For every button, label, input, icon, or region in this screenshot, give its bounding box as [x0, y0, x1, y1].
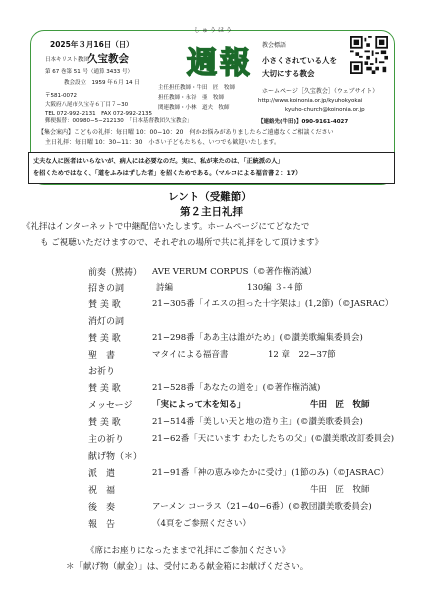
church-founded: 教会設立 1959 年６月 14 日 [64, 80, 140, 86]
issue-date: 2025年３月16日（日） [50, 40, 134, 49]
order-label-postlude: 後 奏 [88, 503, 116, 513]
verse-line-2: を招くためではなく、「道をふみはずした者」を招くためである。（マルコによる福音書２：17） [33, 170, 302, 177]
order-extra-blessing: 牛田 匠 牧師 [310, 485, 370, 495]
motto-label: 教会標語 [262, 42, 287, 49]
postal-transfer: 郵便振替：00980−5−212130 「日本基督教団久宝教会」 [45, 118, 193, 124]
homepage-email[interactable]: kyuho-church@koinonia.or.jp [285, 107, 365, 113]
order-text-prelude: AVE VERUM CORPUS（©著作権消滅） [152, 267, 317, 277]
order-text-postlude: アーメン コーラス（21−40−6番）(©教団讃美歌委員会) [152, 502, 372, 512]
order-text-scripture: マタイによる福音書 [152, 350, 229, 360]
staff-assistant: 担任教師・永谷 亜 牧師 [158, 95, 225, 101]
church-tel: TEL 072-992-2131 FAX 072-992-2135 [45, 111, 153, 117]
church-address: 大阪府八尾市久宝寺６丁目７−30 [45, 102, 129, 108]
order-label-hymn-2: 賛 美 歌 [88, 334, 121, 344]
order-text-call: 詩編 [156, 283, 174, 293]
meeting-notice: 【集会案内】こどもの礼拝：毎日曜 10：00−10：20 何かお悩みがありましたらご遠慮なくご相談ください [38, 129, 334, 136]
motto-line-2: 大切にする教会 [262, 69, 315, 78]
church-zip: 〒581-0072 [45, 93, 77, 99]
order-label-announcements: 報 告 [88, 520, 116, 530]
church-volume: 第 67 巻第 51 号（通算 3433 号） [45, 69, 133, 75]
order-extra-message: 牛田 匠 牧師 [310, 400, 370, 410]
homepage-url[interactable]: http://www.koinonia.or.jp/kyuhokyokai [258, 98, 363, 104]
staff-associate: 関連教師・小林 道夫 牧師 [158, 105, 230, 111]
order-label-hymn-1: 賛 美 歌 [88, 300, 121, 310]
church-name: 久宝教会 [87, 53, 129, 65]
worship-notice: 主日礼拝：毎日曜 10：30−11：30 小さい子どもたちも、いつでも歓迎いたします。 [45, 139, 280, 146]
emergency-contact: 【連絡先(牛田)】090-9161-4027 [258, 119, 349, 125]
order-label-blessing: 祝 福 [88, 486, 116, 496]
order-label-hymn-4: 賛 美 歌 [88, 418, 121, 428]
order-label-message: メッセージ [88, 401, 133, 411]
order-text-message: 「実によって木を知る」 [152, 400, 246, 410]
closing-line-1: 《席にお座りになったままで礼拝にご参加ください》 [86, 546, 291, 556]
order-label-prelude: 前奏（黙祷） [88, 268, 143, 278]
church-org: 日本キリスト教団 [45, 57, 89, 63]
order-text-hymn-4: 21−514番「美しい天と地の造り主」(©讃美歌委員会) [152, 417, 363, 427]
sunday-title: 第２主日礼拝 [180, 206, 243, 218]
online-notice-line-1: 《礼拝はインターネットで中継配信いたします。ホームページにてどなたで [22, 222, 310, 232]
closing-line-2: ＊「献げ物（献金）」は、受付にある献金箱にお献げください。 [66, 562, 309, 572]
order-label-extinguish: 消灯の詞 [88, 317, 125, 327]
order-label-offering: 献げ物（＊） [88, 452, 143, 462]
motto-line-1: 小さくされている人を [262, 56, 337, 65]
title-ruby: しゅうほう [194, 27, 235, 34]
order-text-announcements: （4頁をご参照ください） [152, 519, 251, 529]
homepage-label: ホームページ［久宝教会］（ウェブサイト） [262, 88, 379, 95]
qr-code-icon [350, 36, 388, 74]
order-text-hymn-2: 21−298番「ああ主は誰がため」(©讃美歌編集委員会) [152, 333, 363, 343]
verse-line-1: 丈夫な人に医者はいらないが、病人には必要なのだ。実に、私が来たのは、「正統派の人」 [33, 158, 284, 165]
order-text-sending: 21−91番「神の恵みゆたかに受け」(1節のみ)（©JASRAC） [152, 468, 389, 478]
order-extra-call: 130編 ３-４節 [247, 283, 303, 293]
order-label-prayer: お祈り [88, 367, 116, 377]
order-label-scripture: 聖 書 [88, 351, 116, 361]
order-extra-scripture: 12 章 22−37節 [268, 350, 336, 360]
order-text-hymn-1: 21−305番「イエスの担った十字架は」(1,2節)（©JASRAC） [152, 299, 394, 309]
title-logo: 週報 [187, 46, 253, 81]
order-label-call: 招きの詞 [88, 284, 125, 294]
staff-pastor: 主任担任教師・牛田 匠 牧師 [158, 85, 236, 91]
online-notice-line-2: も ご視聴いただけますので、それぞれの場所で共に礼拝をして頂けます》 [40, 238, 324, 248]
lent-title: レント（受難節） [168, 191, 252, 203]
order-label-lords-prayer: 主の祈り [88, 435, 125, 445]
order-text-hymn-3: 21−528番「あなたの道を」(©著作権消滅) [152, 383, 321, 393]
order-label-hymn-3: 賛 美 歌 [88, 384, 121, 394]
order-text-lords-prayer: 21−62番「天にいます わたしたちの父」(©讃美歌改訂委員会) [152, 434, 395, 444]
order-label-sending: 派 遣 [88, 469, 116, 479]
